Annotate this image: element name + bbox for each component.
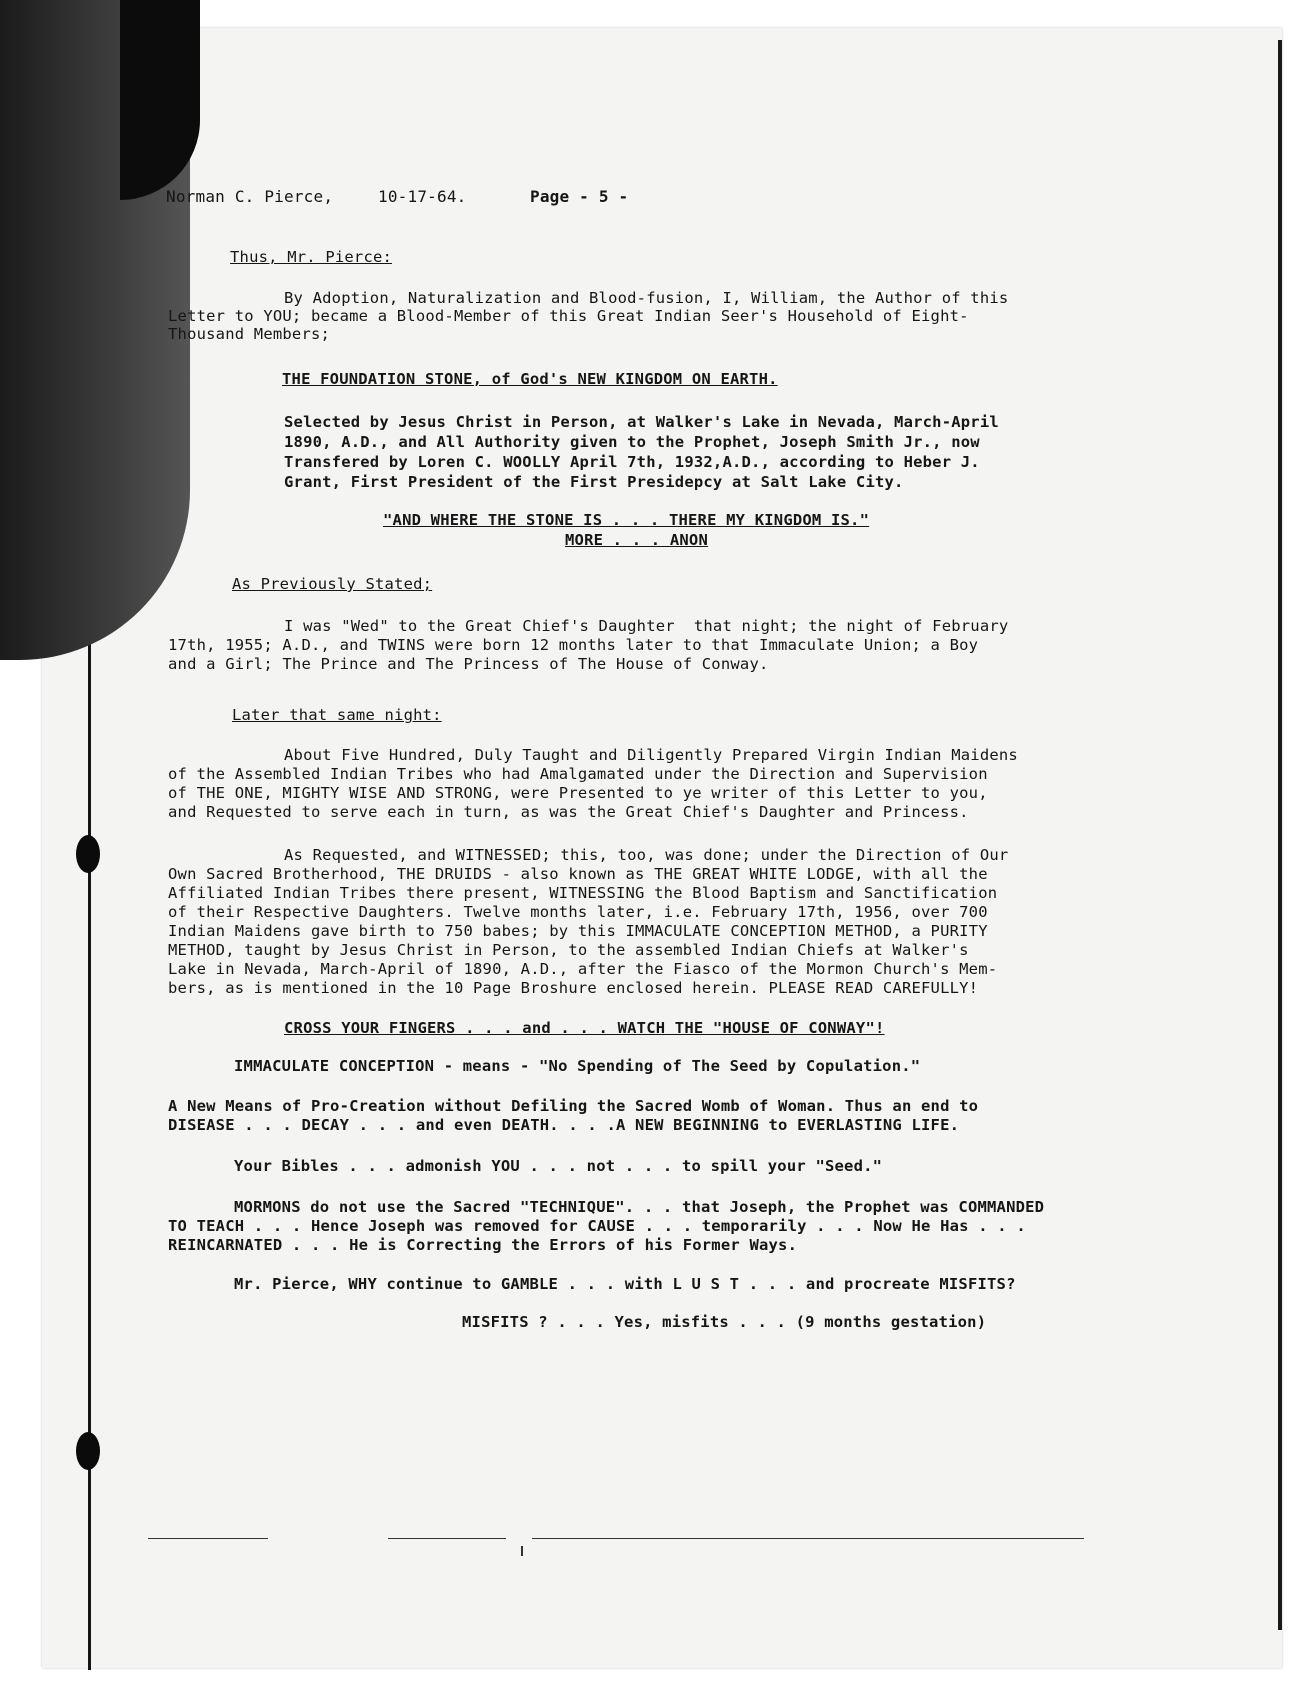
section-heading-foundation-stone: THE FOUNDATION STONE, of God's NEW KINGDOM ON EARTH. [282, 370, 778, 388]
tick-mark [521, 1546, 523, 1556]
cross-your-fingers: CROSS YOUR FINGERS . . . and . . . WATCH THE "HOUSE OF CONWAY"! [284, 1019, 885, 1037]
binding-line [88, 520, 91, 1670]
paragraph-line: and Requested to serve each in turn, as was the Great Chief's Daughter and Princess. [168, 803, 969, 821]
paragraph-line: and a Girl; The Prince and The Princess of The House of Conway. [168, 655, 769, 673]
paragraph-line: bers, as is mentioned in the 10 Page Broshure enclosed herein. PLEASE READ CAREFULLY! [168, 979, 979, 997]
paragraph-line: REINCARNATED . . . He is Correcting the Errors of his Former Ways. [168, 1236, 798, 1254]
page-edge [1278, 40, 1282, 1630]
paragraph-line: Lake in Nevada, March-April of 1890, A.D., after the Fiasco of the Mormon Church's Mem- [168, 960, 998, 978]
paragraph-line: of their Respective Daughters. Twelve months later, i.e. February 17th, 1956, over 700 [168, 903, 988, 921]
paragraph-line: Own Sacred Brotherhood, THE DRUIDS - also known as THE GREAT WHITE LODGE, with all the [168, 865, 988, 883]
paragraph-line: of the Assembled Indian Tribes who had Amalgamated under the Direction and Supervision [168, 765, 988, 783]
header-date: 10-17-64. [378, 187, 467, 206]
paragraph-line: Indian Maidens gave birth to 750 babes; by this IMMACULATE CONCEPTION METHOD, a PURITY [168, 922, 988, 940]
bibles-line: Your Bibles . . . admonish YOU . . . not . . . to spill your "Seed." [234, 1157, 883, 1175]
section-heading-later-that-night: Later that same night: [232, 706, 442, 724]
paragraph-line: Thousand Members; [168, 325, 331, 343]
paragraph-line: Selected by Jesus Christ in Person, at Walker's Lake in Nevada, March-April [284, 413, 999, 431]
punch-hole [76, 1432, 100, 1470]
paragraph-line: 1890, A.D., and All Authority given to the Prophet, Joseph Smith Jr., now [284, 433, 980, 451]
signature-line [532, 1538, 1084, 1539]
signature-line [148, 1538, 268, 1539]
header-recipient: Norman C. Pierce, [166, 187, 334, 206]
section-heading-previously-stated: As Previously Stated; [232, 575, 433, 593]
signature-line [388, 1538, 506, 1539]
paragraph-line: About Five Hundred, Duly Taught and Diligently Prepared Virgin Indian Maidens [284, 746, 1018, 764]
paragraph-line: 17th, 1955; A.D., and TWINS were born 12 months later to that Immaculate Union; a Boy [168, 636, 979, 654]
paragraph-line: A New Means of Pro-Creation without Defiling the Sacred Womb of Woman. Thus an end to [168, 1097, 979, 1115]
misfits-line: MISFITS ? . . . Yes, misfits . . . (9 months gestation) [462, 1313, 987, 1331]
punch-hole [76, 835, 100, 873]
immaculate-conception-definition: IMMACULATE CONCEPTION - means - "No Spending of The Seed by Copulation." [234, 1057, 921, 1075]
paragraph-line: METHOD, taught by Jesus Christ in Person, to the assembled Indian Chiefs at Walker's [168, 941, 969, 959]
paragraph-line: Letter to YOU; became a Blood-Member of this Great Indian Seer's Household of Eight- [168, 307, 969, 325]
salutation: Thus, Mr. Pierce: [230, 248, 393, 266]
paragraph-line: I was "Wed" to the Great Chief's Daughter that night; the night of February [284, 617, 1009, 635]
more-anon: MORE . . . ANON [565, 531, 708, 549]
paragraph-line: Affiliated Indian Tribes there present, WITNESSING the Blood Baptism and Sanctification [168, 884, 998, 902]
header-page-number: Page - 5 - [530, 187, 629, 206]
paragraph-line: As Requested, and WITNESSED; this, too, was done; under the Direction of Our [284, 846, 1009, 864]
paragraph-line: DISEASE . . . DECAY . . . and even DEATH. . . .A NEW BEGINNING to EVERLASTING LIFE. [168, 1116, 960, 1134]
paragraph-line: TO TEACH . . . Hence Joseph was removed for CAUSE . . . temporarily . . . Now He Has . . . [168, 1217, 1026, 1235]
paragraph-line: MORMONS do not use the Sacred "TECHNIQUE". . . that Joseph, the Prophet was COMMANDED [234, 1198, 1045, 1216]
paragraph-line: of THE ONE, MIGHTY WISE AND STRONG, were Presented to ye writer of this Letter to you, [168, 784, 988, 802]
stone-quote: "AND WHERE THE STONE IS . . . THERE MY KINGDOM IS." [383, 511, 870, 529]
paragraph-line: By Adoption, Naturalization and Blood-fusion, I, William, the Author of this [284, 289, 1009, 307]
paragraph-line: Transfered by Loren C. WOOLLY April 7th, 1932,A.D., according to Heber J. [284, 453, 980, 471]
gamble-line: Mr. Pierce, WHY continue to GAMBLE . . . with L U S T . . . and procreate MISFITS? [234, 1275, 1016, 1293]
paragraph-line: Grant, First President of the First Presidepcy at Salt Lake City. [284, 473, 904, 491]
